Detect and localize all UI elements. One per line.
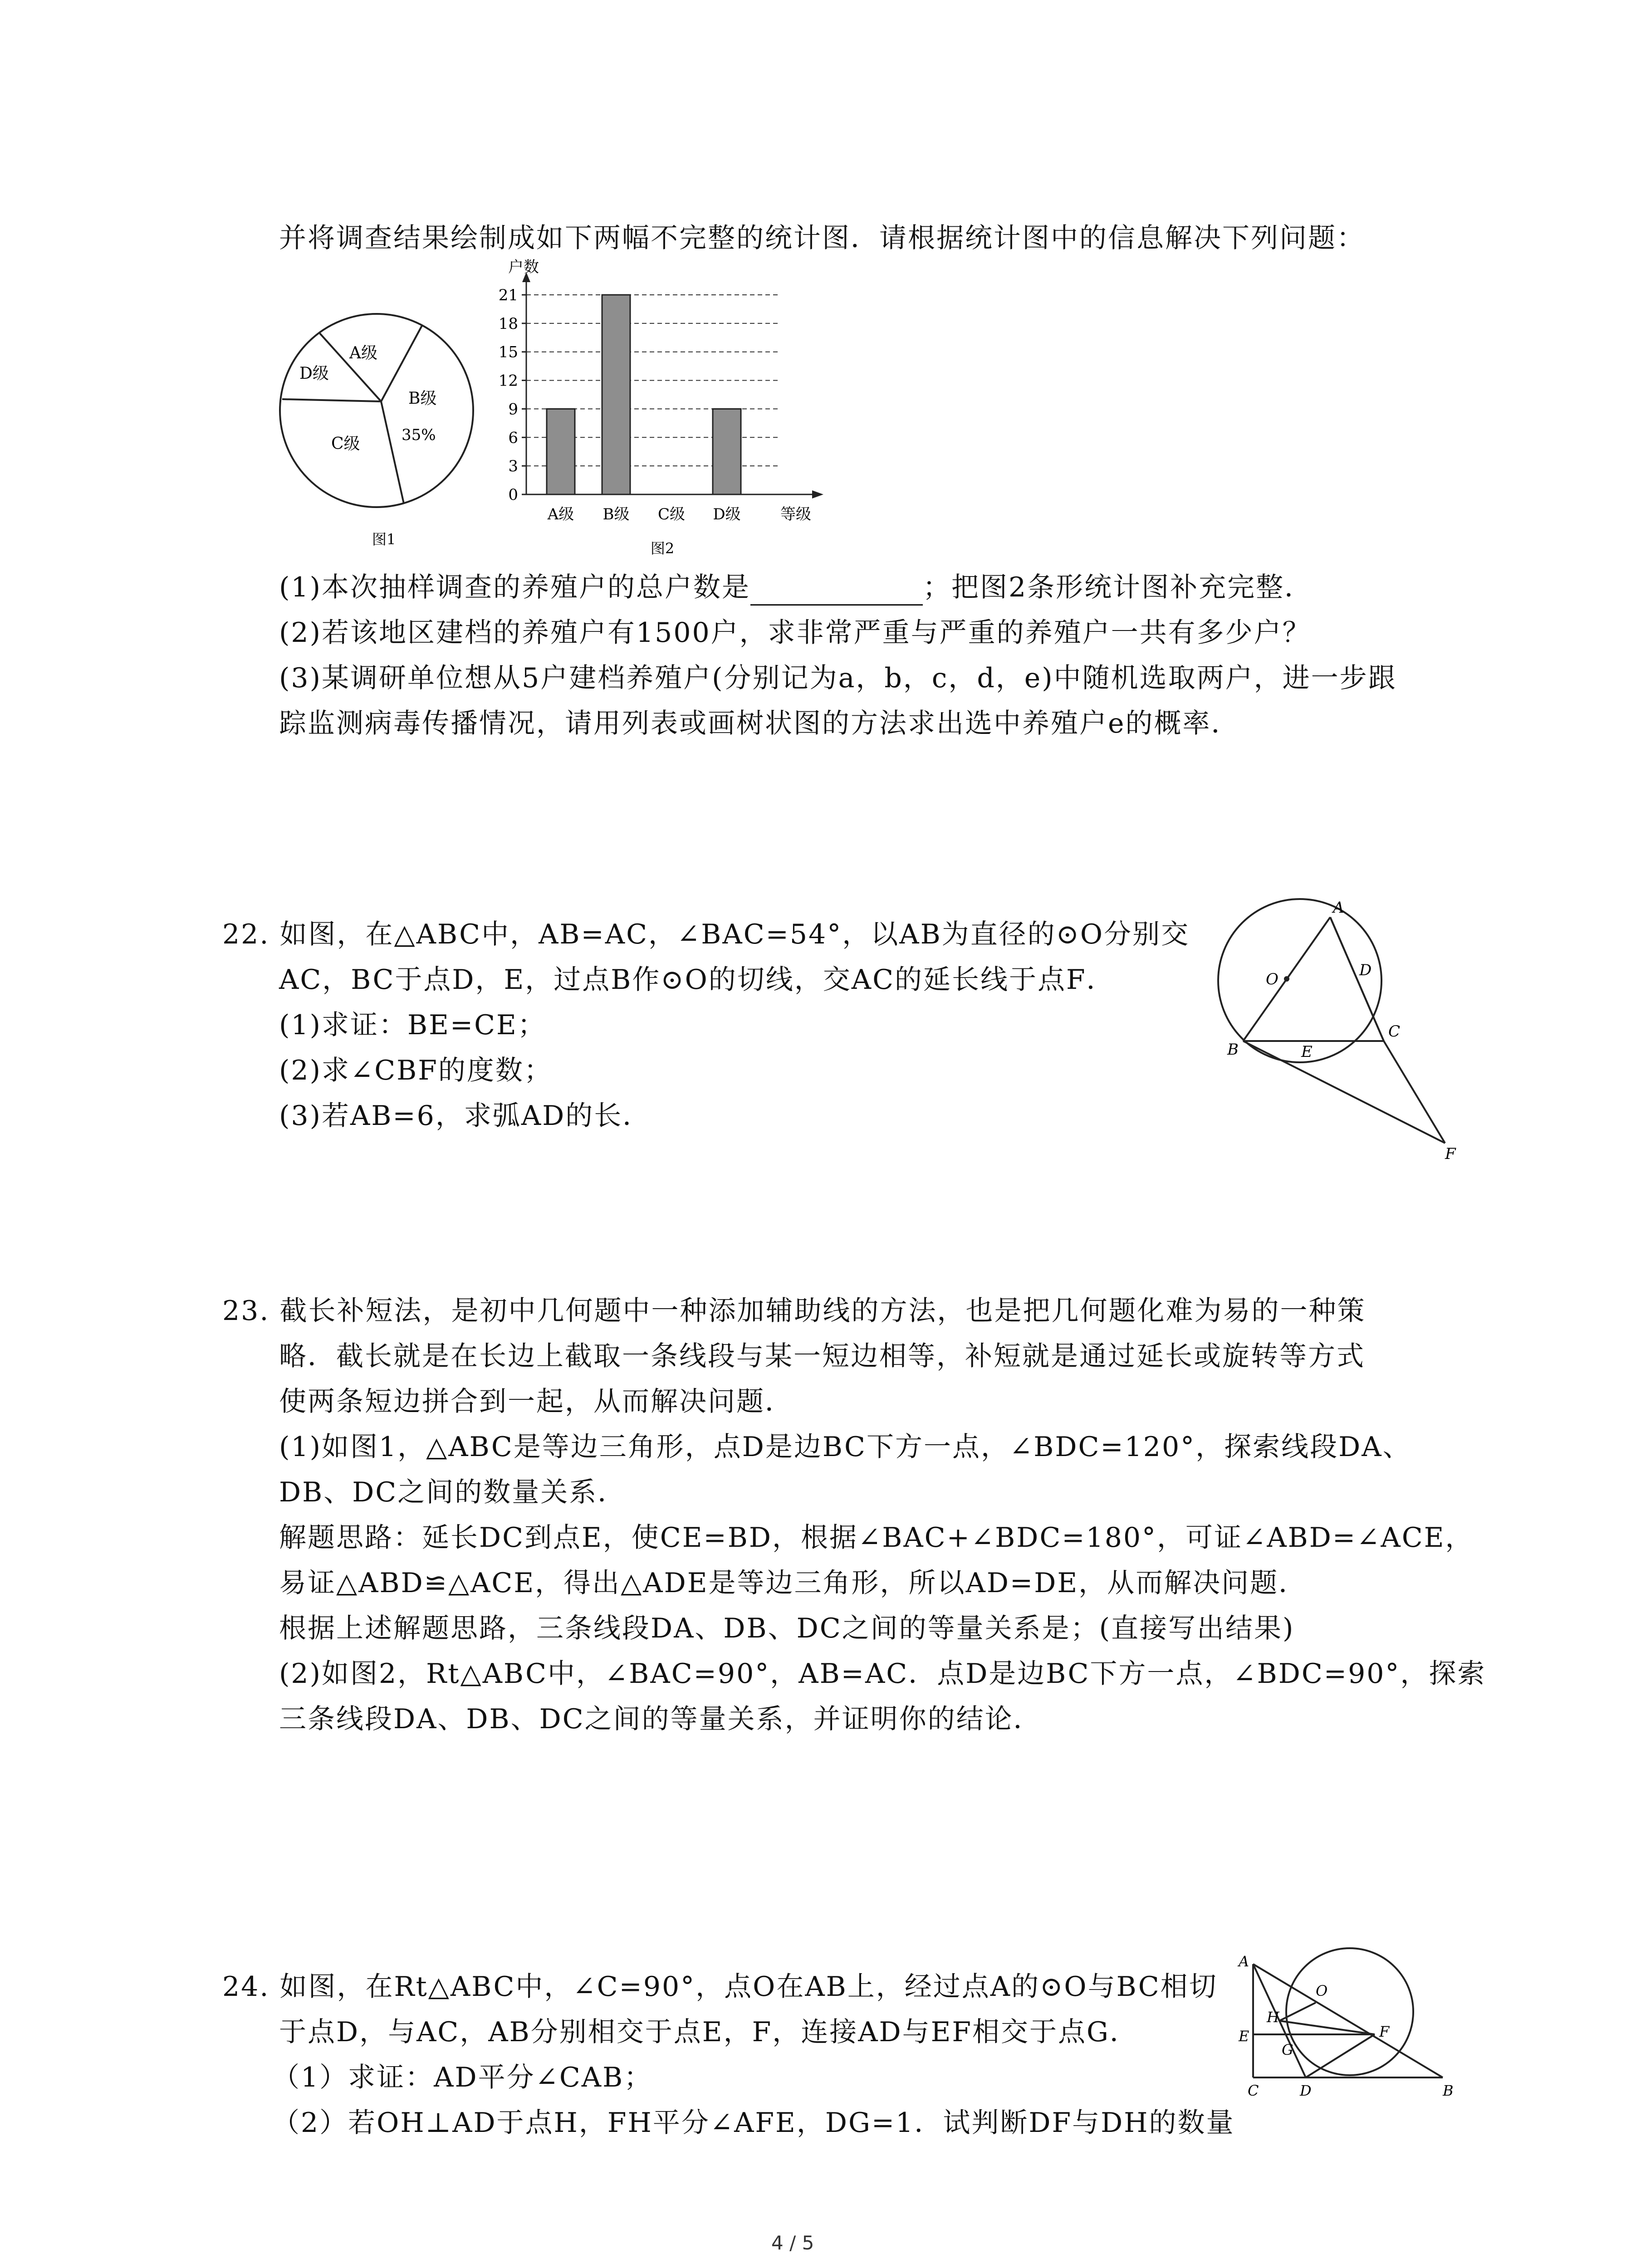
q22-line3: (1)求证：BE=CE；	[279, 1009, 546, 1041]
q24-label-g: G	[1282, 2041, 1293, 2058]
q21-part3-line2: 踪监测病毒传播情况，请用列表或画树状图的方法求出选中养殖户e的概率．	[279, 708, 1240, 739]
q24-label-b: B	[1443, 2082, 1454, 2099]
q22-line4: (2)求∠CBF的度数；	[279, 1055, 553, 1086]
q24-line1: 24. 如图，在Rt△ABC中，∠C=90°，点O在AB上，经过点A的⊙O与BC相切	[222, 1971, 1218, 2003]
q24-label-o: O	[1316, 1982, 1328, 1999]
pie-label-c: C级	[331, 435, 360, 453]
q22-line5: (3)若AB=6，求弧AD的长．	[279, 1100, 652, 1132]
y-axis-label: 户数	[508, 259, 539, 276]
pie-label-d: D级	[299, 364, 329, 383]
y-tick-label: 15	[498, 343, 518, 362]
q23-line3: 使两条短边拼合到一起，从而解决问题．	[279, 1386, 794, 1418]
q23-line5: DB、DC之间的数量关系．	[279, 1476, 627, 1508]
y-tick-label: 9	[508, 400, 518, 419]
x-tick-label: A级	[547, 505, 574, 523]
q22-label-a: A	[1333, 899, 1344, 917]
answer-blank	[750, 578, 923, 606]
bar	[602, 295, 630, 494]
q22-label-b: B	[1227, 1041, 1239, 1059]
y-tick-label: 3	[508, 457, 518, 476]
pie-label-a: A级	[349, 344, 377, 362]
q21-part2: (2)若该地区建档的养殖户有1500户，求非常严重与严重的养殖户一共有多少户？	[279, 617, 1311, 649]
pie-chart-figure-1	[272, 308, 481, 562]
x-tick-label: B级	[603, 505, 630, 523]
q24-line3: （1）求证：AD平分∠CAB；	[272, 2062, 653, 2093]
pie-label-b: B级	[408, 389, 437, 408]
q23-line4: (1)如图1，△ABC是等边三角形，点D是边BC下方一点，∠BDC=120°，探索线段DA、	[279, 1431, 1411, 1463]
q22-label-o: O	[1266, 970, 1279, 988]
q23-line2: 略．截长就是在长边上截取一条线段与某一短边相等，补短就是通过延长或旋转等方式	[279, 1340, 1365, 1372]
q21-part1	[279, 569, 1313, 606]
q23-line10: 三条线段DA、DB、DC之间的等量关系，并证明你的结论．	[279, 1703, 1042, 1735]
q23-line9: (2)如图2，Rt△ABC中，∠BAC=90°，AB=AC．点D是边BC下方一点，∠BDC=90°，探索	[279, 1658, 1486, 1690]
q24-label-a: A	[1239, 1953, 1249, 1970]
q22-label-d: D	[1359, 961, 1372, 979]
x-axis-label: 等级	[780, 505, 811, 523]
q21-part3-line1: (3)某调研单位想从5户建档养殖户(分别记为a，b，c，d，e)中随机选取两户，进一步跟	[279, 662, 1397, 694]
y-tick-label: 0	[508, 486, 518, 504]
q24-line2: 于点D，与AC，AB分别相交于点E，F，连接AD与EF相交于点G．	[279, 2016, 1138, 2048]
intro-text: 并将调查结果绘制成如下两幅不完整的统计图．请根据统计图中的信息解决下列问题：	[279, 222, 1365, 254]
q21-part1-text-b: ；把图2条形统计图补充完整．	[923, 572, 1313, 603]
x-tick-label: D级	[713, 505, 741, 523]
q22-label-c: C	[1388, 1022, 1401, 1041]
q24-label-d: D	[1300, 2082, 1312, 2099]
q22-line1: 22. 如图，在△ABC中，AB=AC，∠BAC=54°，以AB为直径的⊙O分别交	[222, 919, 1190, 950]
q24-geometry-figure	[1225, 1946, 1461, 2100]
q24-label-c: C	[1248, 2082, 1259, 2099]
q22-label-e: E	[1301, 1043, 1313, 1061]
q23-line1: 23. 截长补短法，是初中几何题中一种添加辅助线的方法，也是把几何题化难为易的一种策	[222, 1295, 1366, 1327]
bar-chart-caption: 图2	[650, 540, 675, 557]
q22-line2: AC，BC于点D，E，过点B作⊙O的切线，交AC的延长线于点F．	[279, 964, 1115, 996]
page-number: 4 / 5	[771, 2232, 814, 2254]
q22-label-f: F	[1445, 1145, 1456, 1161]
y-tick-label: 6	[508, 429, 518, 447]
pie-label-b-percent: 35%	[402, 426, 436, 444]
q24-line4: （2）若OH⊥AD于点H，FH平分∠AFE，DG=1．试判断DF与DH的数量	[272, 2107, 1235, 2139]
bar	[713, 409, 741, 494]
q23-line6: 解题思路：延长DC到点E，使CE=BD，根据∠BAC+∠BDC=180°，可证∠ABD=∠ACE，	[279, 1522, 1474, 1554]
q23-line7: 易证△ABD≌△ACE，得出△ADE是等边三角形，所以AD=DE，从而解决问题．	[279, 1567, 1308, 1599]
q24-label-h: H	[1267, 2009, 1279, 2026]
q21-part1-text-a: (1)本次抽样调查的养殖户的总户数是	[279, 572, 750, 603]
q23-line8: 根据上述解题思路，三条线段DA、DB、DC之间的等量关系是；(直接写出结果)	[279, 1613, 1295, 1644]
q24-label-f: F	[1379, 2023, 1390, 2040]
y-tick-label: 18	[498, 314, 518, 333]
pie-caption: 图1	[372, 531, 396, 548]
x-axis-arrow	[812, 490, 823, 499]
q24-label-e: E	[1239, 2028, 1249, 2045]
q22-geometry-figure	[1202, 898, 1497, 1161]
y-tick-label: 12	[498, 371, 518, 390]
bar	[547, 409, 575, 494]
bar-chart-figure-2	[472, 259, 835, 567]
y-tick-label: 21	[498, 286, 518, 304]
x-tick-label: C级	[657, 505, 686, 523]
